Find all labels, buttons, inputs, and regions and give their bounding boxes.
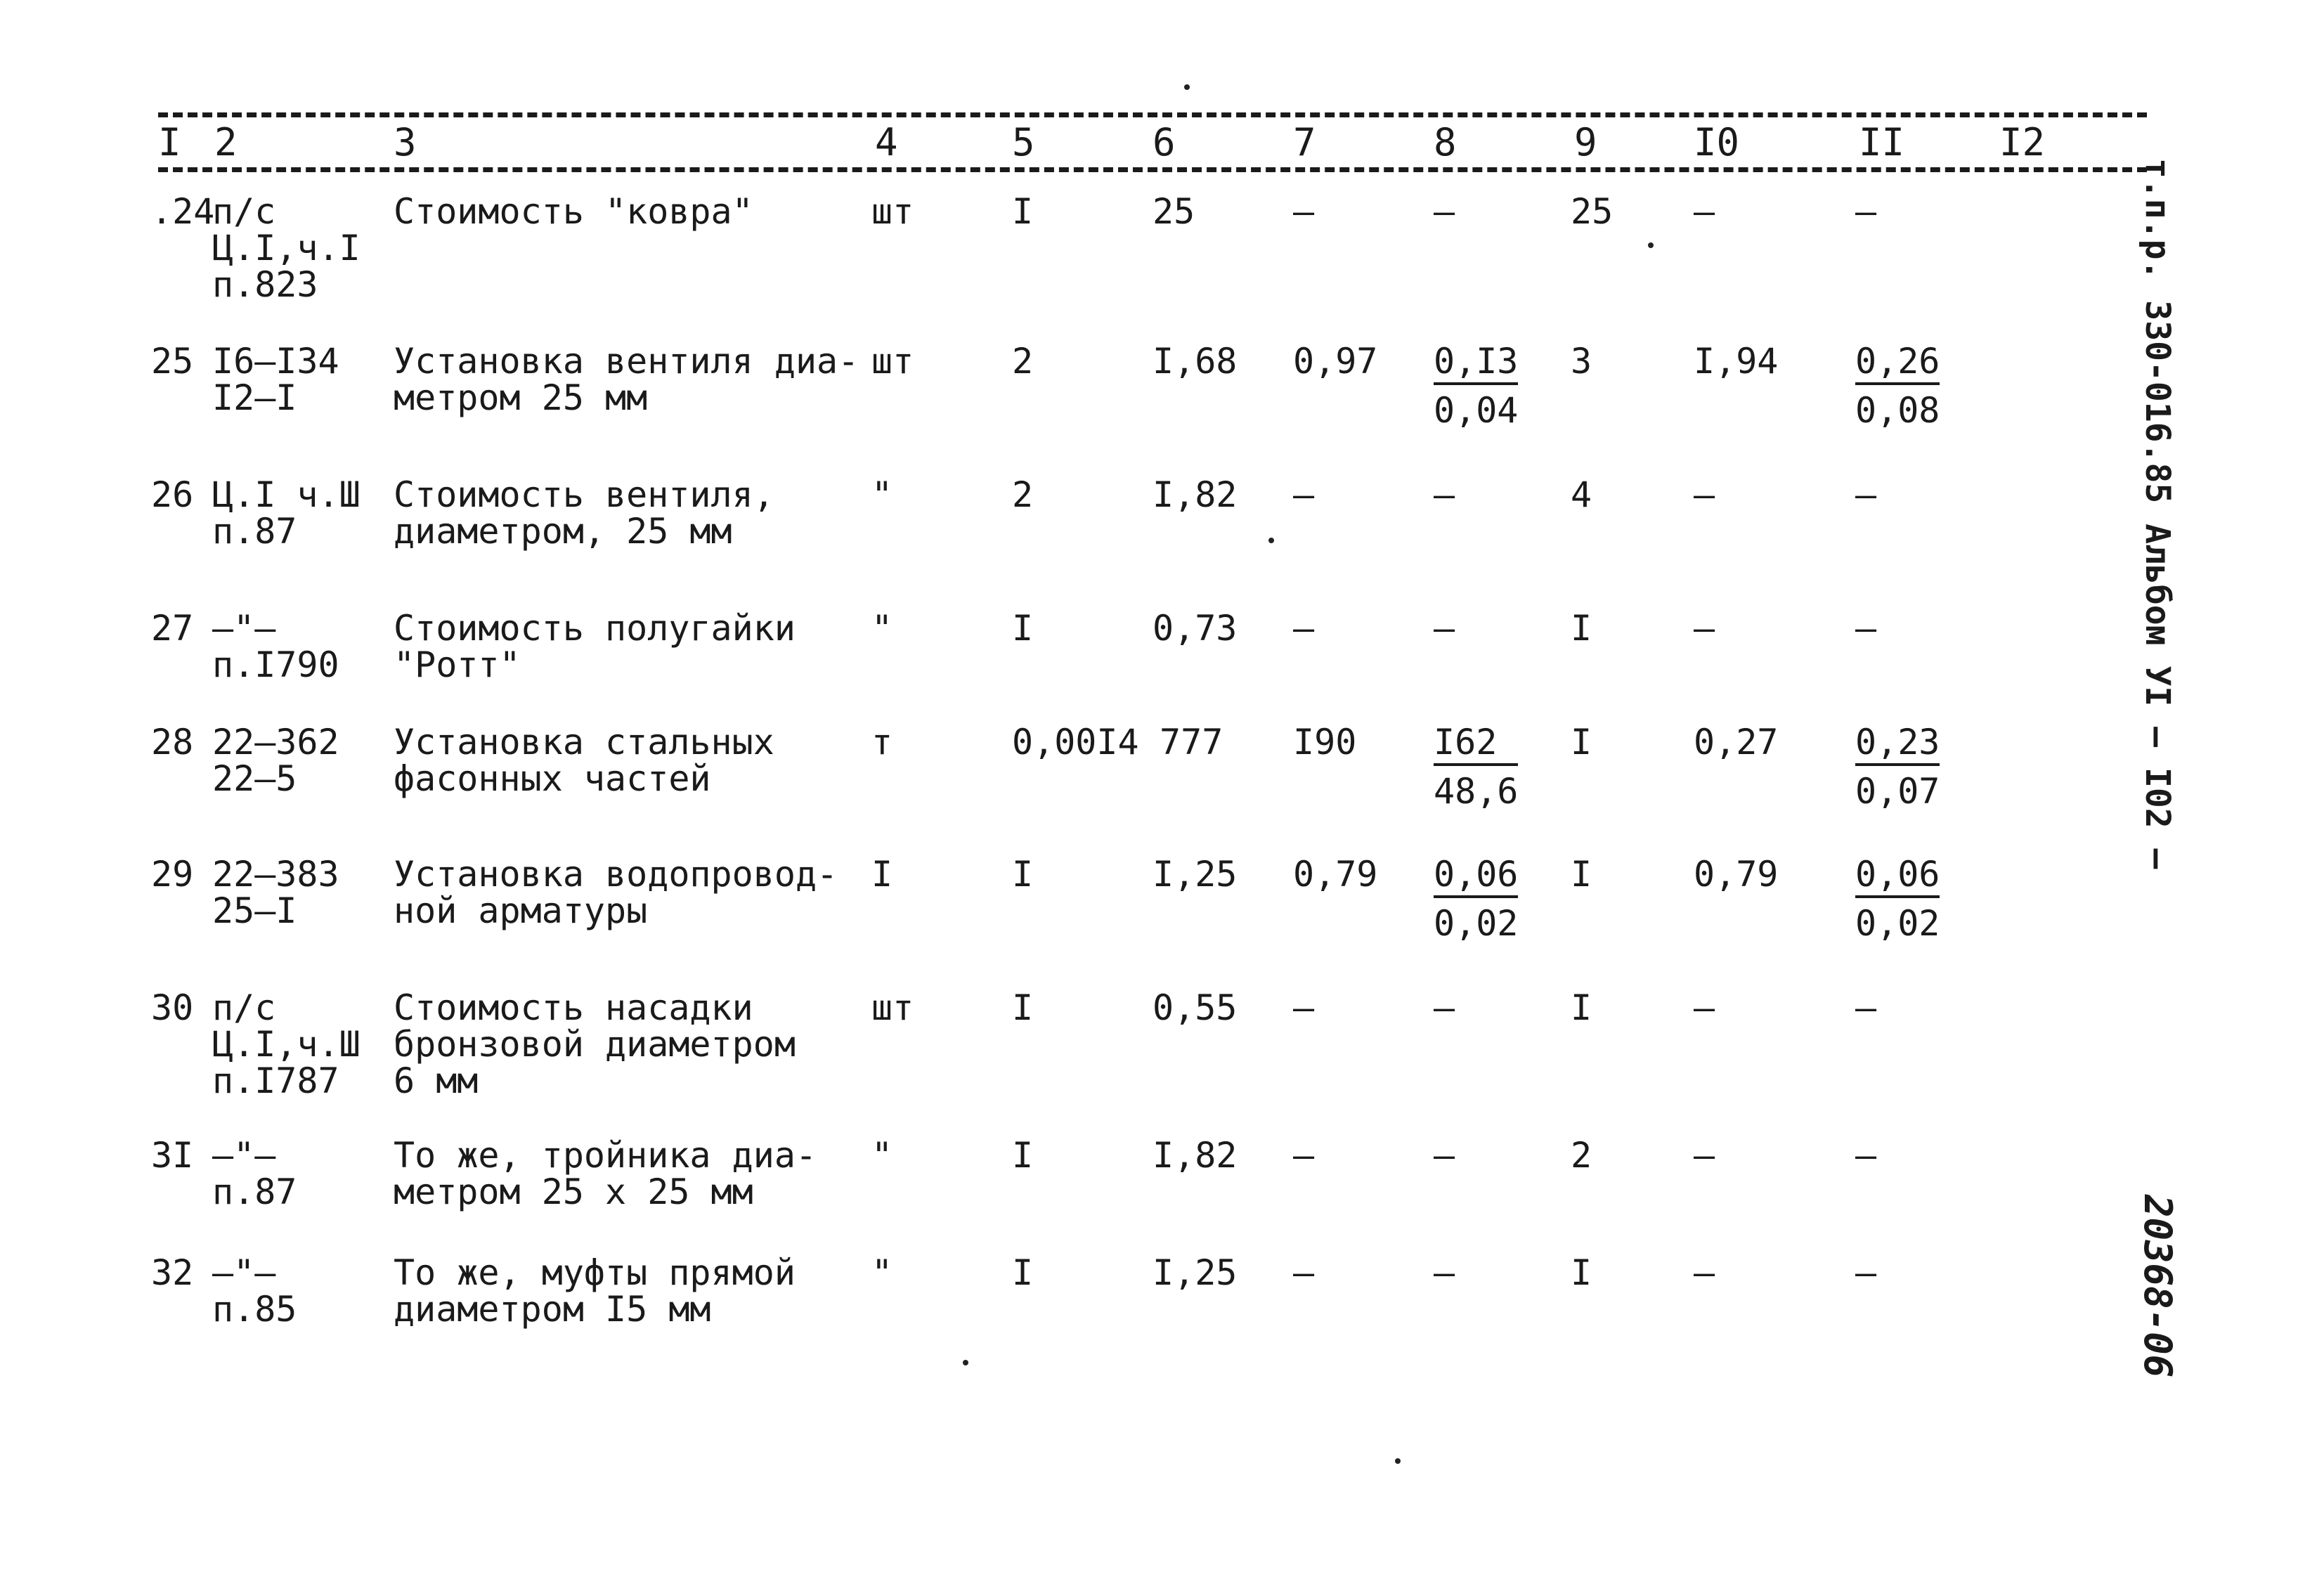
- scan-speck: [1268, 538, 1274, 543]
- row-code: п/с Ц.I,ч.Ш п.I787: [212, 987, 361, 1101]
- side-stamp: т.п.р. 330-016.85 Альбом УI – I02 –: [2138, 158, 2177, 869]
- row-col-9: 25: [1571, 191, 1614, 232]
- row-unit: ": [871, 1135, 893, 1176]
- row-col-5: I: [1012, 1135, 1034, 1176]
- row-col-9: 3: [1571, 341, 1592, 382]
- row-unit: ": [871, 474, 893, 515]
- header-col-9: 9: [1574, 120, 1597, 164]
- row-col-7: 0,79: [1293, 854, 1378, 895]
- row-col-7: –: [1293, 987, 1315, 1028]
- row-number: 26: [151, 474, 194, 515]
- row-code: –"– п.I790: [212, 608, 339, 685]
- row-col-11: –: [1855, 1135, 1877, 1176]
- row-col-7: –: [1293, 191, 1315, 232]
- row-col-6: I,68: [1153, 341, 1238, 382]
- row-unit: шт: [871, 191, 914, 232]
- row-number: 29: [151, 854, 194, 895]
- row-code: –"– п.85: [212, 1252, 297, 1330]
- row-unit: шт: [871, 987, 914, 1028]
- row-name: Установка водопровод- ной арматуры: [394, 854, 838, 931]
- row-col-11-fraction: $\frac{0,26}{0,08}$: [1855, 341, 1940, 431]
- row-name: То же, муфты прямой диаметром I5 мм: [394, 1252, 796, 1330]
- row-col-8: –: [1434, 191, 1455, 232]
- row-number: 27: [151, 608, 194, 649]
- row-col-5: 2: [1012, 341, 1034, 382]
- row-code: 22–362 22–5: [212, 722, 339, 799]
- document-number: 20368-06: [2136, 1195, 2180, 1378]
- row-unit: ": [871, 608, 893, 649]
- row-col-11: –: [1855, 474, 1877, 515]
- scan-speck: [1184, 84, 1190, 90]
- header-col-5: 5: [1012, 120, 1035, 164]
- row-col-9: I: [1571, 722, 1592, 762]
- row-col-10: –: [1694, 191, 1715, 232]
- header-col-12: I2: [1999, 120, 2046, 164]
- row-unit: I: [871, 854, 893, 895]
- row-code: I6–I34 I2–I: [212, 341, 339, 418]
- row-unit: т: [871, 722, 893, 762]
- row-col-7: –: [1293, 1135, 1315, 1176]
- row-col-6: I,82: [1153, 1135, 1238, 1176]
- row-name: Стоимость полугайки "Ротт": [394, 608, 796, 685]
- scan-speck: [1395, 1458, 1401, 1464]
- row-col-11: –: [1855, 987, 1877, 1028]
- row-col-7: –: [1293, 608, 1315, 649]
- header-col-4: 4: [875, 120, 898, 164]
- row-col-9: I: [1571, 987, 1592, 1028]
- row-col-6: I,25: [1153, 854, 1238, 895]
- row-col-8: –: [1434, 1252, 1455, 1293]
- row-col-10: 0,27: [1694, 722, 1779, 762]
- row-name: Стоимость насадки бронзовой диаметром 6 мм: [394, 987, 796, 1101]
- row-name: Установка вентиля диа- метром 25 мм: [394, 341, 859, 418]
- row-col-10: –: [1694, 987, 1715, 1028]
- row-col-5: I: [1012, 854, 1034, 895]
- row-col-11: –: [1855, 608, 1877, 649]
- row-col-10: I,94: [1694, 341, 1779, 382]
- header-col-11: II: [1859, 120, 1905, 164]
- row-col-7: –: [1293, 474, 1315, 515]
- row-col-8-fraction: $\frac{0,06}{0,02}$: [1434, 854, 1519, 944]
- row-col-6: I,25: [1153, 1252, 1238, 1293]
- row-col-8: –: [1434, 474, 1455, 515]
- row-col-9: 2: [1571, 1135, 1592, 1176]
- row-col-8: –: [1434, 987, 1455, 1028]
- header-col-10: I0: [1694, 120, 1740, 164]
- row-code: 22–383 25–I: [212, 854, 339, 931]
- header-col-3: 3: [394, 120, 417, 164]
- row-col-6: 777: [1160, 722, 1223, 762]
- row-col-9: I: [1571, 1252, 1592, 1293]
- row-col-6: 0,73: [1153, 608, 1238, 649]
- row-col-8-fraction: $\frac{0,I3}{0,04}$: [1434, 341, 1519, 431]
- row-number: 3I: [151, 1135, 194, 1176]
- row-col-5: I: [1012, 191, 1034, 232]
- header-top-rule: [158, 112, 2147, 117]
- row-col-10: –: [1694, 608, 1715, 649]
- header-bottom-rule: [158, 167, 2147, 172]
- row-col-10: –: [1694, 1135, 1715, 1176]
- row-col-11-fraction: $\frac{0,06}{0,02}$: [1855, 854, 1940, 944]
- row-col-10: –: [1694, 474, 1715, 515]
- row-number: 25: [151, 341, 194, 382]
- row-col-6: I,82: [1153, 474, 1238, 515]
- row-col-11: –: [1855, 1252, 1877, 1293]
- row-code: п/с Ц.I,ч.I п.823: [212, 191, 361, 305]
- row-col-10: 0,79: [1694, 854, 1779, 895]
- row-code: –"– п.87: [212, 1135, 297, 1212]
- row-col-8-fraction: $\frac{I62}{48,6}$: [1434, 722, 1519, 812]
- header-col-6: 6: [1153, 120, 1176, 164]
- scan-speck: [1648, 242, 1654, 248]
- row-col-6: 25: [1153, 191, 1195, 232]
- row-number: .24: [151, 191, 215, 232]
- row-col-5: I: [1012, 608, 1034, 649]
- row-col-9: I: [1571, 854, 1592, 895]
- header-col-7: 7: [1293, 120, 1316, 164]
- row-col-5: I: [1012, 987, 1034, 1028]
- row-col-8: –: [1434, 1135, 1455, 1176]
- row-unit: шт: [871, 341, 914, 382]
- row-name: Установка стальных фасонных частей: [394, 722, 774, 799]
- row-name: То же, тройника диа- метром 25 х 25 мм: [394, 1135, 817, 1212]
- row-col-7: I90: [1293, 722, 1357, 762]
- row-col-11: –: [1855, 191, 1877, 232]
- row-col-11-fraction: $\frac{0,23}{0,07}$: [1855, 722, 1940, 812]
- row-col-9: 4: [1571, 474, 1592, 515]
- row-col-5: 0,00I4: [1012, 722, 1139, 762]
- row-name: Стоимость вентиля, диаметром, 25 мм: [394, 474, 774, 552]
- header-col-8: 8: [1434, 120, 1457, 164]
- row-col-7: –: [1293, 1252, 1315, 1293]
- row-col-10: –: [1694, 1252, 1715, 1293]
- row-col-6: 0,55: [1153, 987, 1238, 1028]
- row-col-9: I: [1571, 608, 1592, 649]
- row-col-7: 0,97: [1293, 341, 1378, 382]
- row-unit: ": [871, 1252, 893, 1293]
- row-col-8: –: [1434, 608, 1455, 649]
- header-col-1: I: [158, 120, 181, 164]
- row-number: 32: [151, 1252, 194, 1293]
- scan-speck: [963, 1360, 968, 1365]
- header-col-2: 2: [214, 120, 238, 164]
- row-number: 28: [151, 722, 194, 762]
- row-name: Стоимость "ковра": [394, 191, 753, 232]
- row-code: Ц.I ч.Ш п.87: [212, 474, 361, 552]
- row-number: 30: [151, 987, 194, 1028]
- row-col-5: I: [1012, 1252, 1034, 1293]
- row-col-5: 2: [1012, 474, 1034, 515]
